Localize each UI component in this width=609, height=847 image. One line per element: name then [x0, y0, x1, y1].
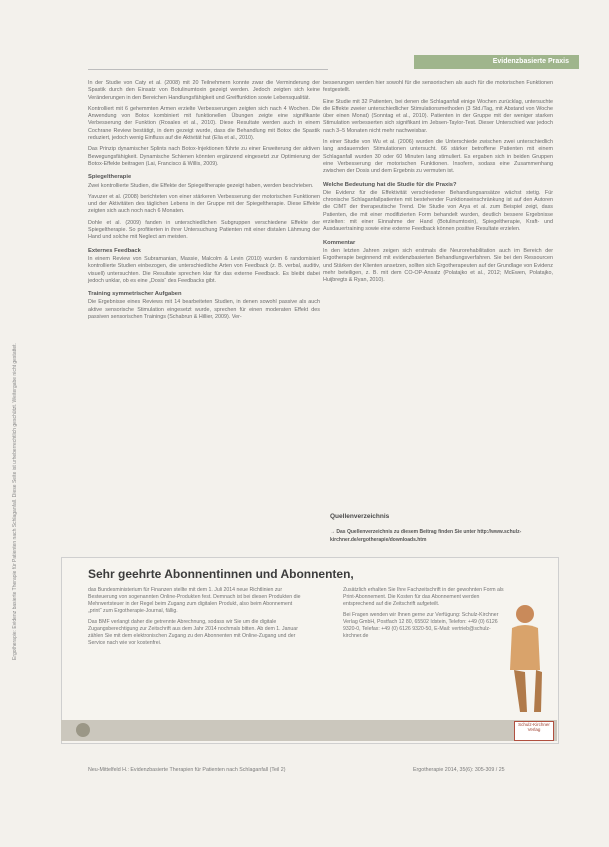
paragraph: besserungen werden hier sowohl für die sensorischen als auch für die motorischen Funktionen festgestellt.: [323, 80, 553, 94]
footer-page-info: Ergotherapie 2014, 35(6): 305-309 / 25: [413, 767, 505, 773]
paragraph: Zusätzlich erhalten Sie Ihre Fachzeitschrift in der gewohnten Form als Print-Abonnement. Die Kosten für das Abonnement werden entsprechend auf die Zeitschrift aufgeteilt.: [343, 587, 504, 607]
references-link[interactable]: → Das Quellenverzeichnis zu diesem Beitrag finden Sie unter http://www.schulz-kirchner.de/ergotherapie/downloads.htm: [330, 529, 522, 543]
paragraph: In einer Studie von Wu et al. (2006) wurden die Unterschiede zwischen zwei unterschiedlich lang andauernden Stimulationen untersucht. 66 stärker betroffene Patienten mit einem Schlaganfall wurden 30 oder 60 Minuten lang stimuliert. Es ergaben sich in beiden Gruppen eine Verbesserung der motorischen Funktionen. Insofern, sodass eine Zusammenhang zwischen der Dosis und dem Ergebnis zu vermuten ist.: [323, 139, 553, 175]
paragraph: In der Studie von Caty et al. (2008) mit 20 Teilnehmern konnte zwar die Verminderung der Spastik durch den Einsatz von Botulinumtoxin gezeigt werden. Jedoch zeigten sich keine Veränderungen in den Bereichen Handlungsfähigkeit und Greiffunktion sowie Lebensqualität.: [88, 80, 320, 101]
notice-footer-bar: [61, 720, 557, 741]
section-heading: Spiegeltherapie: [88, 174, 132, 181]
notice-column-left: [88, 587, 303, 651]
paragraph: das Bundesministerium für Finanzen stellte mit dem 1. Juli 2014 neue Richtlinien zur Besteuerung von sogenannten Online-Produkten fest. Demnach ist bei diesen Produkten die Mehrwertsteuer in der Regel beim Zugang zum digitalen Produkt, also beim Abonnement „print“ zum Ergotherapie-Journal, fällig.: [88, 587, 301, 614]
footer-citation: Neu-Mittelfeld H.: Evidenzbasierte Therapien für Patienten nach Schlaganfall (Teil 2): [88, 767, 286, 773]
paragraph: Zwei kontrollierte Studien, die Effekte der Spiegeltherapie gezeigt haben, werden beschrieben.: [88, 182, 314, 189]
paragraph: In einem Review von Subramanian, Massie, Malcolm & Levin (2010) wurden 6 randomisiert kontrollierte Studien einbezogen, die unterschiedliche Arten von Feedback (z. B. verbal, auditiv, visuell) untersuchten. Die Resultate sprechen klar für das externe Feedback. Es bleibt dabei jedoch unklar, ob es eine „Dosis“ des Feedbacks gibt.: [88, 255, 320, 284]
paragraph: Die Evidenz für die Effektivität verschiedener Behandlungsansätze wächst stetig. Für chronische Schlaganfallpatienten mit bestehender Funktionseinschränkung ist auf den Autoren die CIMT der therapeutische Trend. Die Studie von Arya et al. zum Beispiel zeigt, dass Patienten, die mit einer modifizierten Form behandelt wurden, deutlich bessere Ergebnisse erzielten: mit einer Einnahme der Hand (Botulinumtoxin), Spiegeltherapie, Kraft- und Ausdauertraining sowie eine externe Feedback können positive Resultate erzielen.: [323, 189, 553, 233]
paragraph: Die Ergebnisse eines Reviews mit 14 bearbeiteten Studien, in denen sowohl passive als auch aktive sensorische Stimulation eingesetzt wurde, sprechen für einen moderaten Effekt des passiven sensorischen Trainings (Schabrun & Hillier, 2009). Ver-: [88, 299, 320, 321]
sidebar-copyright: Ergotherapie: Evidenz basierte Therapie für Patienten nach Schlaganfall. Diese Seite ist urheberrechtlich geschützt. Weitergabe nicht gestattet.: [12, 343, 18, 660]
paragraph: Kontrolliert mit 6 gehemmten Armen erzielte Verbesserungen zeigten sich nach 4 Wochen. Die Anwendung von Botox kombiniert mit funktionellen Übungen zeigte eine signifikante Verbesserung der Funktion (Rosales et al., 2010). Diese Resultate werden auch in einem Cochrane Review bestätigt, in dem gezeigt wurde, dass die Behandlung mit Botox die Spastik reduziert, jedoch wenig Einfluss auf die Aktivität hat (Elia et al., 2010).: [88, 105, 320, 142]
left-column: [88, 80, 320, 325]
section-heading: Welche Bedeutung hat die Studie für die Praxis?: [323, 181, 457, 188]
paragraph: Das BMF verlangt daher die getrennte Abrechnung, sodass wir Sie um die digitale Zugangsberechtigung zur Zeitschrift aus dem Jahr 2014 nochmals bitten. Ab dem 1. Januar zählen Sie mit dem elektronischen Zugang zu den Abonnenten mit Online-Zugang und der Service nach wie vor kostenfrei.: [88, 619, 298, 646]
right-column: [323, 80, 553, 288]
section-heading: Training symmetrischer Aufgaben: [88, 291, 182, 298]
paragraph: Dohle et al. (2009) fanden in unterschiedlichen Subgruppen verschiedene Effekte der Spiegeltherapie. So profitierten in ihrer Untersuchung Patienten mit einer distalen Lähmung der Hand und solche mit Neglect am meisten.: [88, 219, 320, 241]
publisher-logo: Schulz-Kirchner Verlag: [514, 721, 554, 741]
notice-dot-icon: [76, 723, 90, 737]
subscriber-notice-title: Sehr geehrte Abonnentinnen und Abonnenten,: [88, 567, 354, 581]
paragraph: Bei Fragen wenden wir Ihnen gerne zur Verfügung: Schulz-Kirchner Verlag GmbH, Postfach 12 80, 65502 Idstein, Telefon: +49 (0) 6126 9320-0, Telefax: +49 (0) 6126 9320-50, E-Mail: vertrieb@schulz-kirchner.de: [343, 612, 499, 639]
paragraph: In den letzten Jahren zeigen sich erstmals die Neurorehabilitation auch im Bereich der Ergotherapie beginnend mit evidenzbasierten Behandlungsverfahren. Sie bei den Ressourcen und Stärken der Klienten ansetzen, sollten sich Ergotherapeuten auf der Grundlage von Evidenz mehr beteiligen, z. B. mit dem CO-OP-Ansatz (Polatajko et al., 2012; McEwen, Polatajko, Huijbregts & Ryan, 2010).: [323, 247, 553, 284]
section-heading: Externes Feedback: [88, 247, 141, 254]
paragraph: Eine Studie mit 32 Patienten, bei denen die Schlaganfall einige Wochen zurücklag, untersuchte die Effekte zweier unterschiedlicher Stimulationsmethoden (3 Std./Tag, mit Abstand von Woche über einen Monat) (Sonntag et al., 2010). Patienten in der Gruppe mit der weniger starken Stimulation verbesserten sich signifikant im Jebsen-Taylor-Test. Dieser Unterschied war jedoch nach 3–5 Monaten nicht mehr nachweisbar.: [323, 98, 553, 134]
paragraph: Das Prinzip dynamischer Splints nach Botox-Injektionen führte zu einer Erweiterung der aktiven Bewegungsfähigkeit. Dynamische Schienen könnten ergänzend eingesetzt zur Optimierung der Botox-Effekte beitragen (Lai, Francisco & Willis, 2009).: [88, 146, 320, 167]
paragraph: Yavuzer et al. (2008) berichteten von einer stärkeren Verbesserung der motorischen Funktionen und der Aktivitäten des täglichen Lebens in der Gruppe mit der Spiegeltherapie. Diese Effekte zeigten sich auch noch nach 6 Monaten.: [88, 193, 320, 215]
section-heading: Kommentar: [323, 239, 356, 246]
figure-illustration-icon: [500, 600, 545, 715]
header-rule: [88, 69, 328, 70]
references-title: Quellenverzeichnis: [330, 513, 390, 520]
section-badge: Evidenzbasierte Praxis: [414, 55, 579, 69]
notice-column-right: [343, 587, 508, 644]
